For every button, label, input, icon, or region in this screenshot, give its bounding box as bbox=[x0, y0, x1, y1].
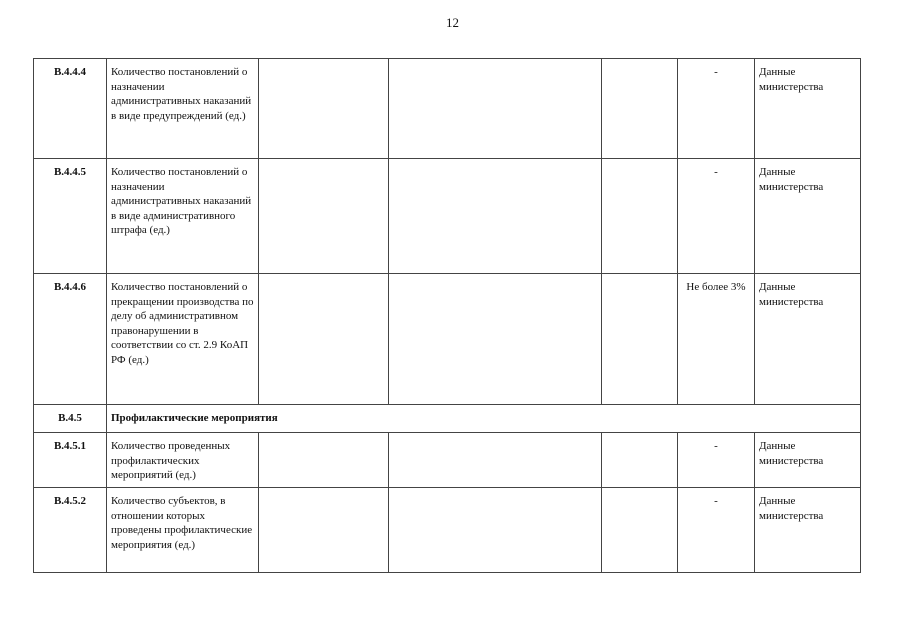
empty-cell bbox=[389, 433, 602, 488]
empty-cell bbox=[259, 159, 389, 274]
table-row bbox=[34, 59, 861, 159]
row-target-value: - bbox=[678, 59, 755, 159]
empty-cell bbox=[259, 274, 389, 405]
empty-cell bbox=[389, 159, 602, 274]
row-target-value: Не более 3% bbox=[678, 274, 755, 405]
row-target-value: - bbox=[678, 433, 755, 488]
empty-cell bbox=[602, 433, 678, 488]
row-indicator-name: Количество проведенных профилактических мероприятий (ед.) bbox=[107, 433, 259, 488]
empty-cell bbox=[602, 159, 678, 274]
row-target-value: - bbox=[678, 159, 755, 274]
row-data-source: Данные министерства bbox=[755, 59, 861, 159]
page-number: 12 bbox=[446, 15, 459, 30]
empty-cell bbox=[259, 59, 389, 159]
empty-cell bbox=[389, 488, 602, 573]
empty-cell bbox=[259, 433, 389, 488]
empty-cell bbox=[602, 59, 678, 159]
row-indicator-name: Количество постановлений о назначении административных наказаний в виде предупреждений (ед.) bbox=[107, 59, 259, 159]
row-target-value: - bbox=[678, 488, 755, 573]
empty-cell bbox=[389, 274, 602, 405]
section-row bbox=[34, 405, 861, 433]
section-code: В.4.5 bbox=[34, 405, 107, 433]
row-data-source: Данные министерства bbox=[755, 159, 861, 274]
row-code: В.4.4.4 bbox=[34, 59, 107, 159]
indicators-table bbox=[33, 58, 861, 573]
row-data-source: Данные министерства bbox=[755, 433, 861, 488]
row-code: В.4.4.5 bbox=[34, 159, 107, 274]
table-row bbox=[34, 488, 861, 573]
row-data-source: Данные министерства bbox=[755, 274, 861, 405]
row-indicator-name: Количество субъектов, в отношении которых проведены профилактические мероприятия (ед.) bbox=[107, 488, 259, 573]
row-code: В.4.4.6 bbox=[34, 274, 107, 405]
empty-cell bbox=[259, 488, 389, 573]
table-row bbox=[34, 433, 861, 488]
empty-cell bbox=[602, 488, 678, 573]
row-code: В.4.5.2 bbox=[34, 488, 107, 573]
row-indicator-name: Количество постановлений о назначении административных наказаний в виде административного штрафа (ед.) bbox=[107, 159, 259, 274]
table-row bbox=[34, 274, 861, 405]
row-data-source: Данные министерства bbox=[755, 488, 861, 573]
row-code: В.4.5.1 bbox=[34, 433, 107, 488]
empty-cell bbox=[389, 59, 602, 159]
row-indicator-name: Количество постановлений о прекращении производства по делу об административном правонарушении в соответствии со ст. 2.9 КоАП РФ (ед.) bbox=[107, 274, 259, 405]
table-row bbox=[34, 159, 861, 274]
empty-cell bbox=[602, 274, 678, 405]
section-title: Профилактические мероприятия bbox=[107, 405, 861, 433]
